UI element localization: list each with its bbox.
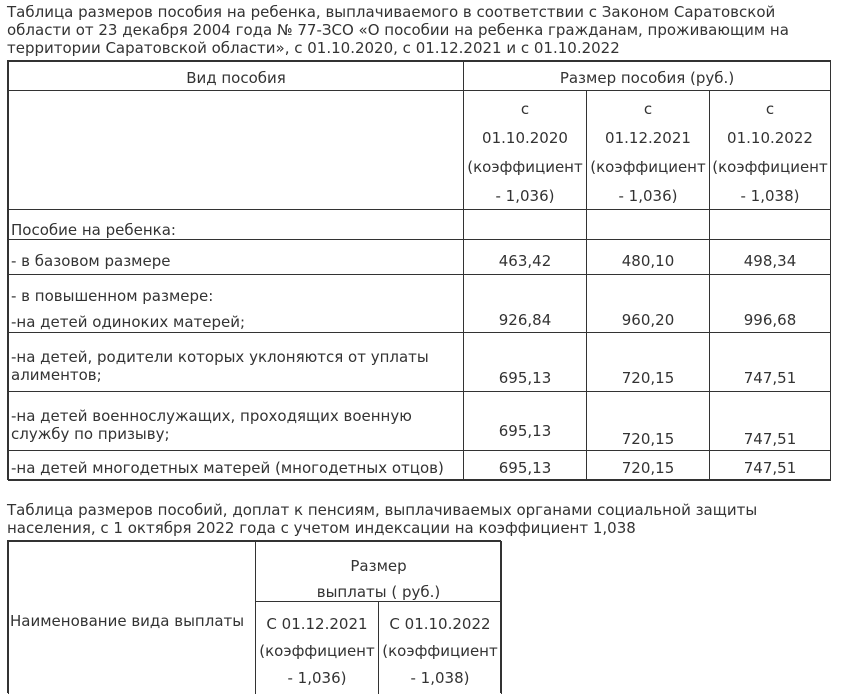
period-header [463, 90, 587, 210]
period-prefix: с [643, 100, 653, 118]
period-coef-value: - 1,036) [287, 669, 347, 687]
caption-line: Таблица размеров пособия на ребенка, выплачиваемого в соответствии с Законом Саратовской [7, 3, 776, 21]
row-label-text: -на детей, родители которых уклоняются от уплаты [11, 348, 429, 366]
table-cell [586, 239, 710, 275]
period-prefix: с [765, 100, 775, 118]
payments-table [7, 540, 501, 693]
table-row-label [8, 274, 464, 333]
cell-value: 996,68 [743, 311, 797, 329]
cell-value: 463,42 [498, 252, 552, 270]
table-cell [463, 332, 587, 392]
cell-value: 926,84 [498, 311, 552, 329]
table-row-label [8, 391, 464, 451]
row-label-text: - в базовом размере [11, 252, 171, 270]
table-cell [463, 239, 587, 275]
header-amount-line: Размер [350, 557, 407, 575]
period-header [709, 90, 831, 210]
header-benefit-type-text: Вид пособия [186, 69, 286, 87]
table1-caption [7, 3, 789, 57]
header-benefit-type [8, 61, 464, 91]
period-date: С 01.10.2022 [389, 615, 491, 633]
table-row-label [8, 209, 464, 240]
row-label-text: -на детей военнослужащих, проходящих военную [11, 407, 412, 425]
period-date: С 01.12.2021 [266, 615, 368, 633]
table-cell [709, 239, 831, 275]
row-label-text: -на детей одиноких матерей; [11, 313, 246, 331]
period-date: 01.12.2021 [605, 129, 691, 147]
period-coef-value: - 1,038) [410, 669, 470, 687]
caption-line: области от 23 декабря 2004 года № 77-ЗСО «О пособии на ребенка гражданам, проживающим на [7, 21, 789, 39]
cell-value: 747,51 [743, 459, 797, 477]
header-blank [8, 90, 464, 210]
header-payment-amount [255, 541, 502, 602]
table-cell [463, 274, 587, 333]
period-coef: (коэффициент [590, 158, 706, 176]
row-label-text: -на детей многодетных матерей (многодетных отцов) [11, 459, 444, 477]
period-date: 01.10.2022 [727, 129, 813, 147]
cell-value: 720,15 [621, 369, 675, 387]
table-cell [586, 332, 710, 392]
header-payment-name [8, 541, 256, 694]
table-cell [463, 209, 587, 240]
table-cell [586, 274, 710, 333]
table-row-label [8, 450, 464, 481]
cell-value: 498,34 [743, 252, 797, 270]
header-benefit-amount [463, 61, 831, 91]
table-cell [709, 391, 831, 451]
row-label-text: Пособие на ребенка: [11, 221, 176, 239]
period-header [378, 601, 502, 694]
cell-value: 960,20 [621, 311, 675, 329]
table-cell [586, 209, 710, 240]
caption-line: населения, с 1 октября 2022 года с учетом индексации на коэффициент 1,038 [7, 519, 636, 537]
table-cell [586, 391, 710, 451]
period-coef: (коэффициент [712, 158, 828, 176]
table-cell [709, 450, 831, 481]
table-row-label [8, 239, 464, 275]
cell-value: 695,13 [498, 369, 552, 387]
table-cell [709, 209, 831, 240]
benefit-table [7, 60, 831, 480]
table-cell [463, 391, 587, 451]
period-coef: (коэффициент [467, 158, 583, 176]
period-coef-value: - 1,038) [740, 187, 800, 205]
header-benefit-amount-text: Размер пособия (руб.) [559, 69, 735, 87]
header-payment-name-text: Наименование вида выплаты [10, 612, 245, 630]
caption-line: Таблица размеров пособий, доплат к пенсиям, выплачиваемых органами социальной защиты [7, 501, 758, 519]
cell-value: 480,10 [621, 252, 675, 270]
row-label-text: службу по призыву; [11, 425, 170, 443]
row-label-text: алиментов; [11, 366, 102, 384]
cell-value: 720,15 [621, 459, 675, 477]
cell-value: 747,51 [743, 369, 797, 387]
table-row-label [8, 332, 464, 392]
cell-value: 720,15 [621, 430, 675, 448]
table-cell [463, 450, 587, 481]
period-coef-value: - 1,036) [618, 187, 678, 205]
header-amount-line: выплаты ( руб.) [316, 583, 441, 601]
period-date: 01.10.2020 [482, 129, 568, 147]
period-coef: (коэффициент [259, 642, 375, 660]
period-header [255, 601, 379, 694]
cell-value: 695,13 [498, 459, 552, 477]
cell-value: 747,51 [743, 430, 797, 448]
table2-caption [7, 501, 757, 537]
period-prefix: с [520, 100, 530, 118]
caption-line: территории Саратовской области», с 01.10.2020, с 01.12.2021 и с 01.10.2022 [7, 39, 620, 57]
table-cell [709, 332, 831, 392]
cell-value: 695,13 [498, 422, 552, 440]
table-cell [709, 274, 831, 333]
row-label-text: - в повышенном размере: [11, 287, 214, 305]
table-cell [586, 450, 710, 481]
period-coef: (коэффициент [382, 642, 498, 660]
period-header [586, 90, 710, 210]
period-coef-value: - 1,036) [495, 187, 555, 205]
